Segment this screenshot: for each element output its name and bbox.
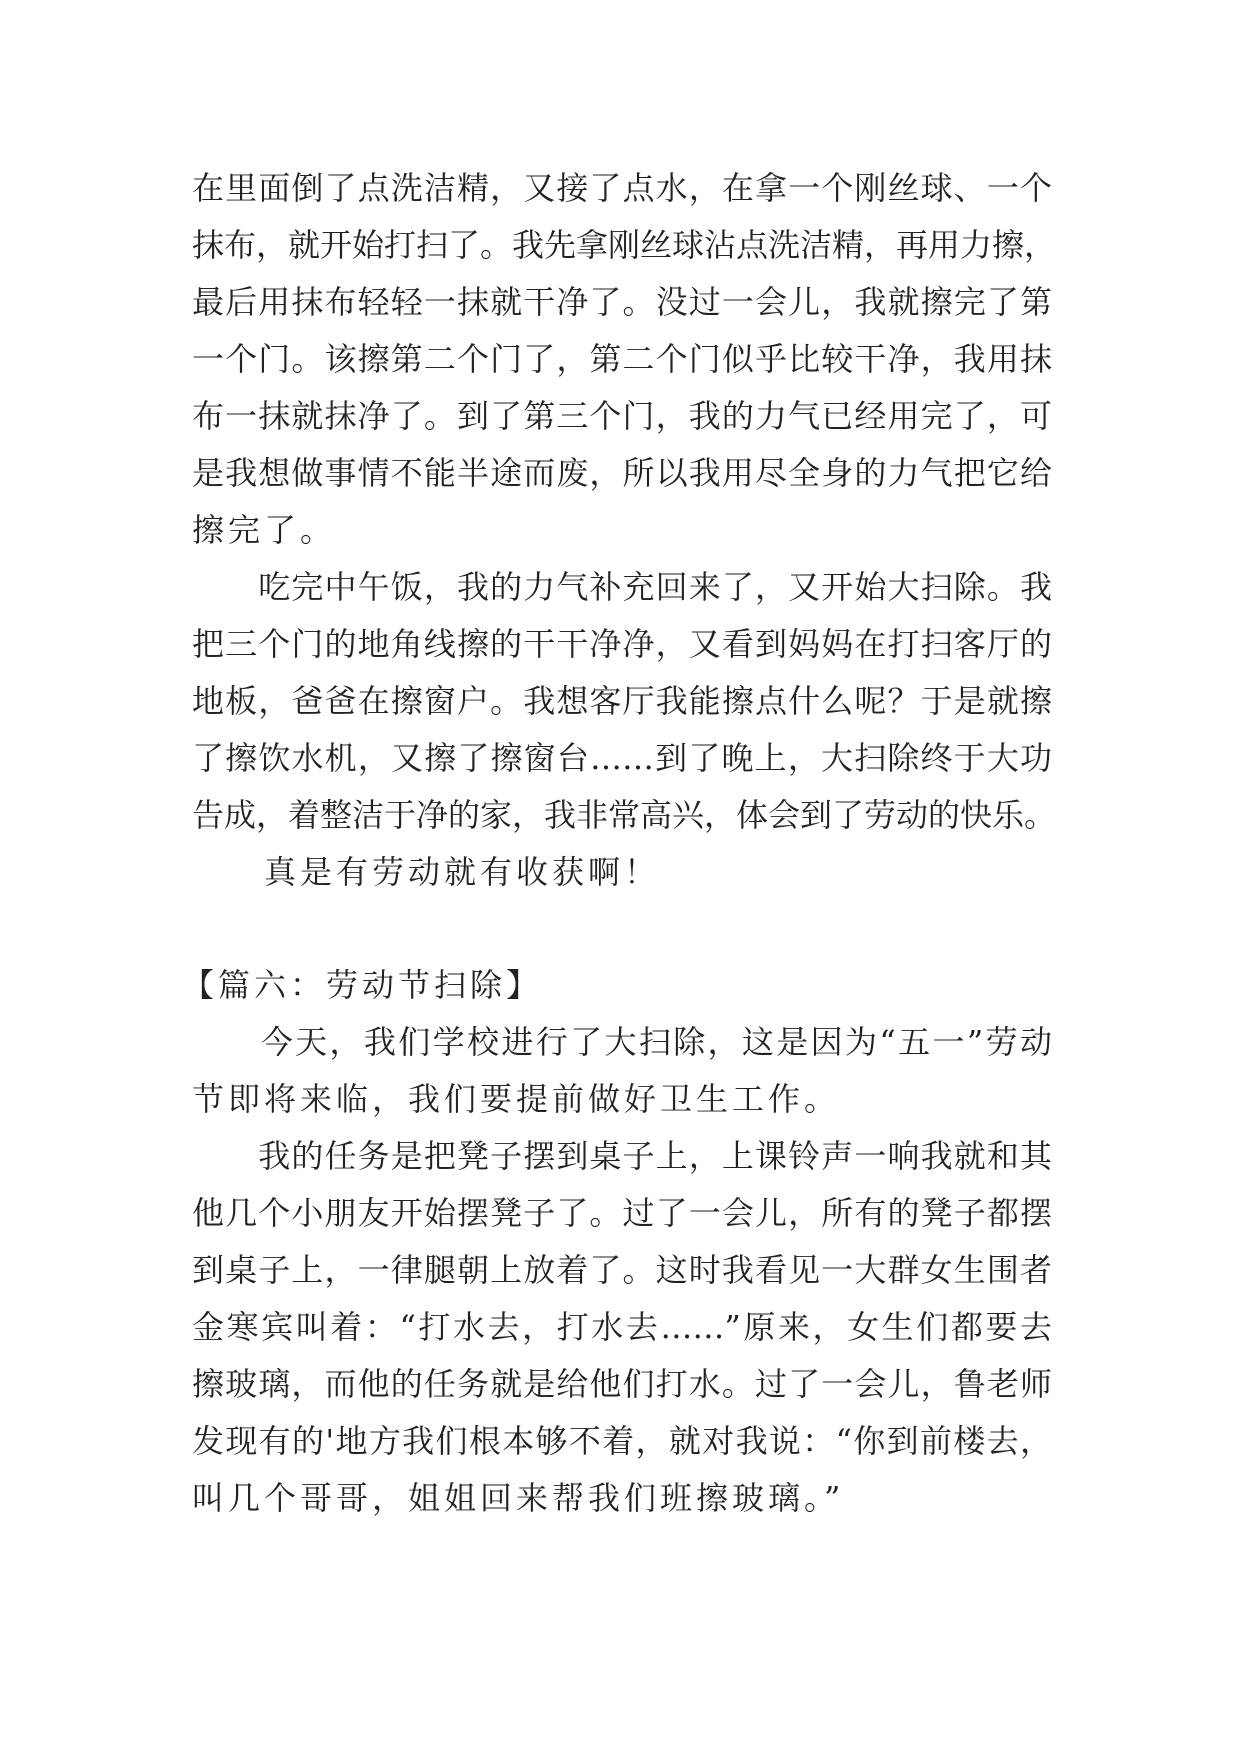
section-heading: 【篇六：劳动节扫除】 xyxy=(182,966,543,1004)
text-line-14: 今天，我们学校进行了大扫除，这是因为“五一”劳动 xyxy=(192,1023,1052,1061)
text-line-2: 抹布，就开始打扫了。我先拿刚丝球沾点洗洁精，再用力擦， xyxy=(192,226,1057,264)
text-line-22: 叫几个哥哥，姐姐回来帮我们班擦玻璃。” xyxy=(192,1479,845,1517)
text-line-1: 在里面倒了点洗洁精，又接了点水，在拿一个刚丝球、一个 xyxy=(192,169,1052,207)
text-line-16: 我的任务是把凳子摆到桌子上，上课铃声一响我就和其 xyxy=(192,1137,1052,1175)
text-line-17: 他几个小朋友开始摆凳子了。过了一会儿，所有的凳子都摆 xyxy=(192,1194,1052,1232)
text-line-7: 擦完了。 xyxy=(192,511,337,549)
text-line-13: 真是有劳动就有收获啊！ xyxy=(192,853,661,891)
text-line-11: 了擦饮水机，又擦了擦窗台……到了晚上，大扫除终于大功 xyxy=(192,739,1052,777)
text-line-12: 告成，着整洁于净的家，我非常高兴，体会到了劳动的快乐。 xyxy=(192,796,1057,834)
text-line-3: 最后用抹布轻轻一抹就干净了。没过一会儿，我就擦完了第 xyxy=(192,283,1052,321)
text-line-10: 地板，爸爸在擦窗户。我想客厅我能擦点什么呢？于是就擦 xyxy=(192,682,1052,720)
text-line-9: 把三个门的地角线擦的干干净净，又看到妈妈在打扫客厅的 xyxy=(192,625,1052,663)
text-line-20: 擦玻璃，而他的任务就是给他们打水。过了一会儿，鲁老师 xyxy=(192,1365,1052,1403)
text-line-19: 金寒宾叫着：“打水去，打水去……”原来，女生们都要去 xyxy=(192,1308,1052,1346)
text-line-5: 布一抹就抹净了。到了第三个门，我的力气已经用完了，可 xyxy=(192,397,1052,435)
text-line-8: 吃完中午饭，我的力气补充回来了，又开始大扫除。我 xyxy=(192,568,1052,606)
text-line-15: 节即将来临，我们要提前做好卫生工作。 xyxy=(192,1080,841,1118)
text-line-4: 一个门。该擦第二个门了，第二个门似乎比较干净，我用抹 xyxy=(192,340,1052,378)
text-line-18: 到桌子上，一律腿朝上放着了。这时我看见一大群女生围者 xyxy=(192,1251,1052,1289)
text-line-6: 是我想做事情不能半途而废，所以我用尽全身的力气把它给 xyxy=(192,454,1052,492)
text-line-21: 发现有的'地方我们根本够不着，就对我说：“你到前楼去， xyxy=(192,1422,1052,1460)
